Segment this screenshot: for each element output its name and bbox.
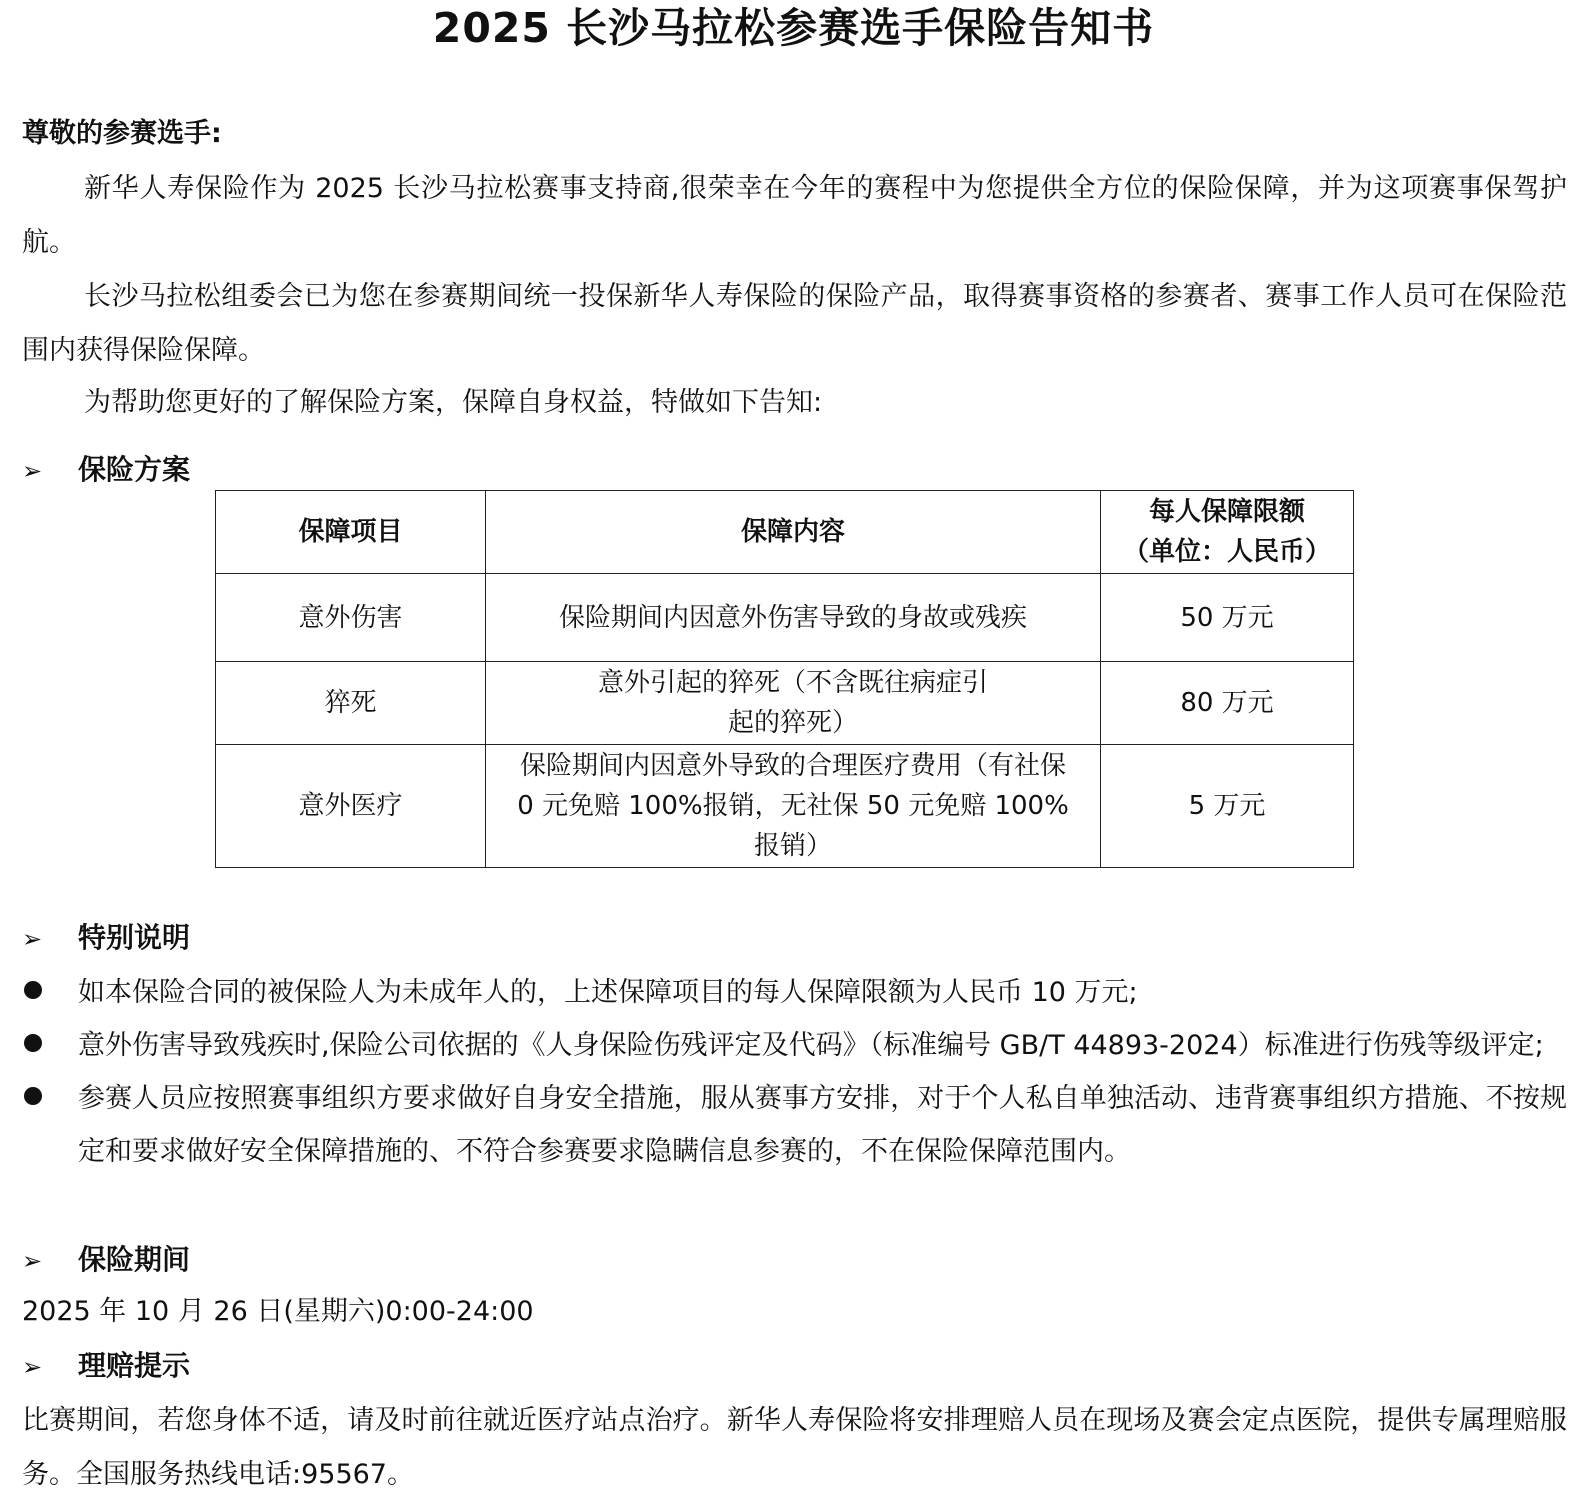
table-cell-content: 保险期间内因意外伤害导致的身故或残疾 [486, 574, 1101, 662]
arrow-bullet-icon: ➢ [22, 457, 43, 485]
section-heading-label: 保险方案 [78, 453, 191, 486]
section-heading-plan [22, 448, 190, 493]
bullet-dot-icon [24, 981, 42, 999]
table-header-cell [1101, 491, 1354, 574]
section-heading-period [22, 1238, 190, 1283]
bullet-dot-icon [24, 1087, 42, 1105]
table-cell-content: 意外引起的猝死（不含既往病症引起的猝死） [486, 662, 1101, 745]
list-item-text: 意外伤害导致残疾时,保险公司依据的《人身保险伤残评定及代码》（标准编号 GB/T 44893-2024）标准进行伤残等级评定; [78, 1030, 1544, 1061]
table-header-line: （单位：人民币） [1122, 537, 1331, 567]
table-cell-item: 意外伤害 [216, 574, 486, 662]
table-cell-content: 保险期间内因意外导致的合理医疗费用（有社保 0 元免赔 100%报销，无社保 50 元免赔 100%报销） [486, 745, 1101, 868]
list-item-text: 参赛人员应按照赛事组织方要求做好自身安全措施，服从赛事方安排，对于个人私自单独活动、违背赛事组织方措施、不按规定和要求做好安全保障措施的、不符合参赛要求隐瞒信息参赛的，不在保险保障范围内。 [78, 1083, 1567, 1167]
arrow-bullet-icon: ➢ [22, 1247, 43, 1275]
list-item [22, 1072, 1567, 1178]
section-heading-label: 特别说明 [78, 921, 191, 954]
table-header-row [216, 491, 1354, 574]
table-row [216, 745, 1354, 868]
list-item [22, 1019, 1567, 1072]
table-header-cell: 保障项目 [216, 491, 486, 574]
intro-paragraph-3: 为帮助您更好的了解保险方案，保障自身权益，特做如下告知: [84, 387, 823, 418]
list-item [22, 966, 1567, 1019]
table-row [216, 662, 1354, 745]
table-row [216, 574, 1354, 662]
table-cell-limit: 80 万元 [1101, 662, 1354, 745]
table-cell-item: 猝死 [216, 662, 486, 745]
greeting: 尊敬的参赛选手: [22, 118, 222, 149]
section-heading-label: 理赔提示 [78, 1349, 191, 1382]
table-header-cell: 保障内容 [486, 491, 1101, 574]
special-notes-list [22, 966, 1567, 1178]
table-cell-item: 意外医疗 [216, 745, 486, 868]
intro-paragraph-2: 长沙马拉松组委会已为您在参赛期间统一投保新华人寿保险的保险产品，取得赛事资格的参赛者、赛事工作人员可在保险范围内获得保险保障。 [22, 281, 1567, 366]
table-header-line: 每人保障限额 [1148, 497, 1305, 527]
claim-tips-text: 比赛期间，若您身体不适，请及时前往就近医疗站点治疗。新华人寿保险将安排理赔人员在现场及赛会定点医院，提供专属理赔服务。全国服务热线电话:95567。 [22, 1405, 1567, 1490]
arrow-bullet-icon: ➢ [22, 1353, 43, 1381]
page-title: 2025 长沙马拉松参赛选手保险告知书 [432, 4, 1155, 52]
bullet-dot-icon [24, 1034, 42, 1052]
insurance-period-text: 2025 年 10 月 26 日(星期六)0:00-24:00 [22, 1296, 534, 1327]
section-heading-claim [22, 1344, 190, 1389]
insurance-plan-table [215, 490, 1354, 868]
table-cell-limit: 5 万元 [1101, 745, 1354, 868]
arrow-bullet-icon: ➢ [22, 925, 43, 953]
section-heading-label: 保险期间 [78, 1243, 191, 1276]
section-heading-special [22, 916, 190, 961]
table-cell-limit: 50 万元 [1101, 574, 1354, 662]
list-item-text: 如本保险合同的被保险人为未成年人的，上述保障项目的每人保障限额为人民币 10 万元; [78, 977, 1138, 1008]
intro-paragraph-1: 新华人寿保险作为 2025 长沙马拉松赛事支持商,很荣幸在今年的赛程中为您提供全方位的保险保障，并为这项赛事保驾护航。 [22, 173, 1567, 258]
